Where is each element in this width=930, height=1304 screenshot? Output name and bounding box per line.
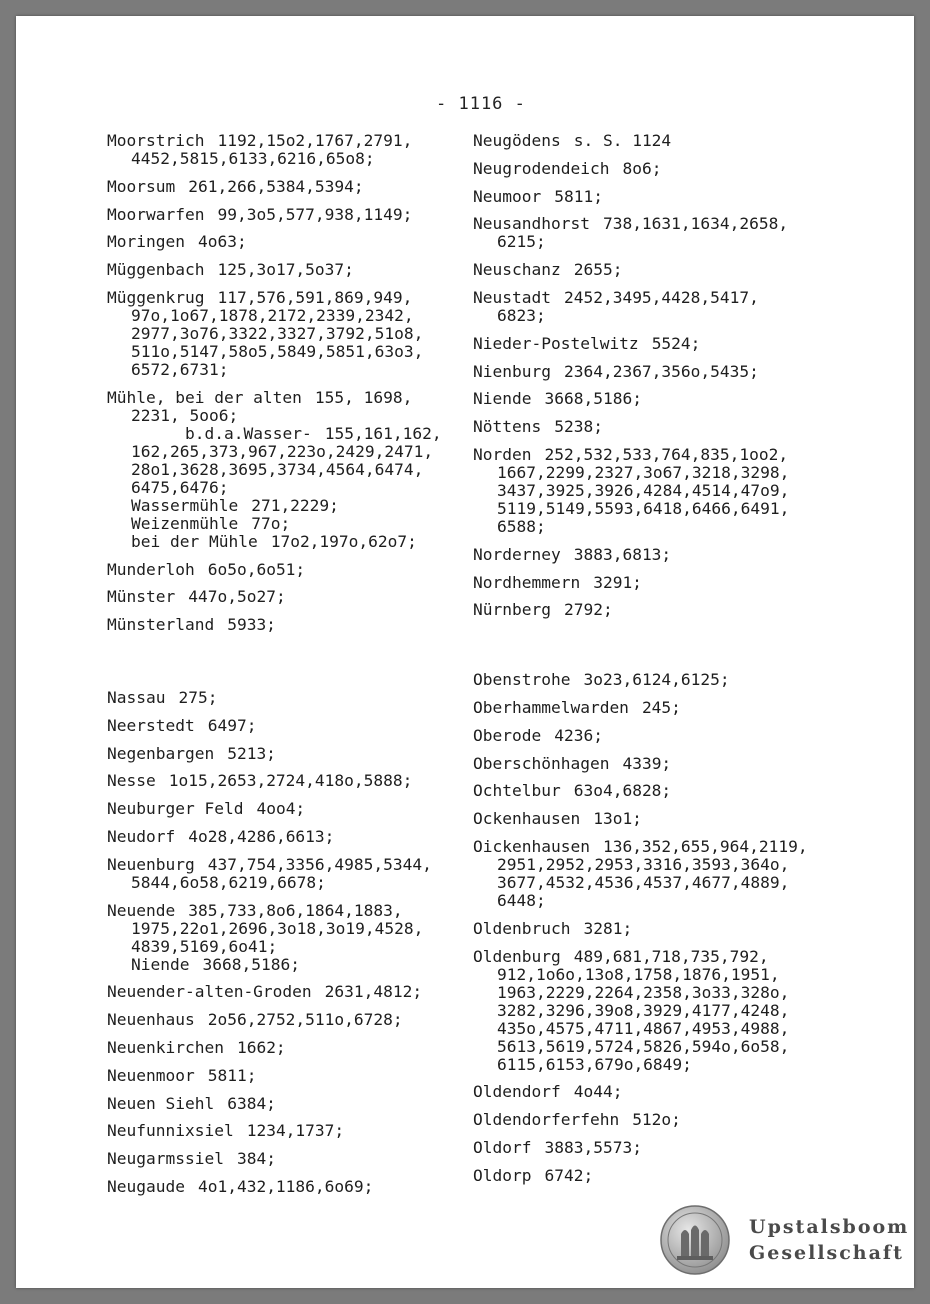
place-name: Neuburger Feld	[107, 799, 244, 819]
index-entry	[107, 1178, 479, 1196]
entry-line	[473, 261, 865, 279]
sub-entry-label: Wassermühle	[131, 495, 239, 515]
page-refs: 437,754,3356,4985,5344,	[207, 854, 432, 874]
page-refs: 384;	[236, 1149, 276, 1169]
index-entry	[473, 727, 865, 745]
place-name: Neusandhorst	[473, 214, 590, 234]
index-entry	[107, 689, 479, 707]
index-entry	[107, 1067, 479, 1085]
entry-line	[473, 335, 865, 353]
place-name: Oberschönhagen	[473, 753, 610, 773]
place-name: Obenstrohe	[473, 670, 571, 690]
index-entry	[107, 717, 479, 735]
entry-line	[107, 389, 479, 407]
place-name: Neuenburg	[107, 854, 195, 874]
entry-line	[107, 772, 479, 790]
entry-line	[107, 1150, 479, 1168]
page-refs: 1234,1737;	[246, 1121, 345, 1141]
index-entry	[107, 1122, 479, 1140]
page-refs: 97o,1o67,1878,2172,2339,2342,	[131, 305, 414, 325]
page-refs: 13o1;	[593, 809, 642, 829]
page-refs: 5811;	[554, 186, 603, 206]
page-refs: 5933;	[227, 615, 276, 635]
page-refs: 1975,22o1,2696,3o18,3o19,4528,	[131, 918, 424, 938]
place-name: Nieder-Postelwitz	[473, 333, 639, 353]
page-refs: 162,265,373,967,223o,2429,2471,	[131, 441, 434, 461]
page-refs: 2977,3o76,3322,3327,3792,51o8,	[131, 323, 424, 343]
sub-entry-label: bei der Mühle	[131, 531, 258, 551]
page-refs: 77o;	[251, 513, 291, 533]
index-entry	[107, 1150, 479, 1168]
page-refs: 2792;	[563, 600, 613, 620]
page-refs: 4oo4;	[256, 799, 306, 819]
place-name: Münster	[107, 587, 176, 607]
entry-line	[473, 574, 865, 592]
page-refs: 5613,5619,5724,5826,594o,6o58,	[497, 1036, 790, 1056]
entry-line	[473, 546, 865, 564]
page-refs: 6572,6731;	[131, 359, 229, 379]
page-refs: 99,3o5,577,938,1149;	[217, 204, 413, 224]
place-name: Nürnberg	[473, 600, 551, 620]
index-entry	[473, 188, 865, 206]
page-refs: 252,532,533,764,835,1oo2,	[544, 444, 789, 464]
entry-line	[473, 948, 865, 966]
page-refs: 1192,15o2,1767,2791,	[217, 131, 413, 150]
entry-line	[473, 755, 865, 773]
page-refs: 8o6;	[622, 158, 662, 178]
entry-line	[473, 363, 865, 381]
page-refs: 6384;	[227, 1093, 276, 1113]
place-name: Neuenhaus	[107, 1010, 195, 1030]
page-refs: 6588;	[497, 516, 546, 536]
page-refs: 5213;	[227, 743, 276, 763]
place-name: Neumoor	[473, 186, 542, 206]
entry-line	[107, 1095, 479, 1113]
entry-line	[473, 188, 865, 206]
index-entry	[473, 446, 865, 536]
page-refs: 245;	[641, 697, 681, 717]
page-refs: 2231, 5oo6;	[131, 405, 239, 425]
place-name: Niende	[473, 389, 532, 409]
place-name: Neuender-alten-Groden	[107, 982, 312, 1002]
place-name: Moringen	[107, 232, 185, 252]
page-refs: 489,681,718,735,792,	[573, 946, 769, 966]
entry-line	[107, 206, 479, 224]
page-refs: 3281;	[583, 918, 633, 938]
page-refs: 2452,3495,4428,5417,	[563, 287, 759, 307]
entry-line	[473, 1139, 865, 1157]
page-number: - 1116 -	[436, 94, 526, 114]
page-refs: 1963,2229,2264,2358,3o33,328o,	[497, 982, 790, 1002]
entry-line	[473, 1111, 865, 1129]
index-entry	[473, 1083, 865, 1101]
index-entry	[473, 546, 865, 564]
place-name: Neugödens	[473, 131, 561, 150]
page-refs: 3883,6813;	[573, 544, 672, 564]
page-refs: 3282,3296,39o8,3929,4177,4248,	[497, 1000, 790, 1020]
place-name: Oldendorferfehn	[473, 1110, 620, 1130]
page-refs: 6823;	[497, 305, 546, 325]
index-entry	[473, 574, 865, 592]
seal-icon	[659, 1204, 731, 1276]
page-refs: 4o63;	[197, 232, 247, 252]
place-name: Oldenbruch	[473, 918, 571, 938]
place-name: Moorstrich	[107, 131, 205, 150]
entry-line	[107, 616, 479, 634]
index-entry	[107, 616, 479, 634]
entry-line	[107, 689, 479, 707]
document-page	[16, 16, 914, 1288]
entry-line	[473, 699, 865, 717]
page-refs: 6475,6476;	[131, 477, 229, 497]
page-refs: 2951,2952,2953,3316,3593,364o,	[497, 854, 790, 874]
index-entry	[473, 920, 865, 938]
entry-line	[107, 856, 479, 874]
entry-line	[473, 160, 865, 178]
place-name: Neuschanz	[473, 260, 561, 280]
entry-line	[473, 418, 865, 436]
index-entry	[473, 160, 865, 178]
index-entry	[107, 1011, 479, 1029]
place-name: Neudorf	[107, 826, 176, 846]
page-refs: 511o,5147,58o5,5849,5851,63o3,	[131, 341, 424, 361]
page-refs: 6742;	[544, 1165, 594, 1185]
place-name: Nesse	[107, 771, 156, 791]
page-refs: 271,2229;	[251, 495, 339, 515]
page-refs: 2364,2367,356o,5435;	[563, 361, 759, 381]
entry-line	[473, 215, 865, 233]
index-entry	[473, 289, 865, 325]
sub-entry	[107, 533, 479, 551]
entry-line	[473, 1167, 865, 1185]
entry-line	[473, 1083, 865, 1101]
page-refs: 3o23,6124,6125;	[583, 670, 730, 690]
index-entry	[107, 261, 479, 279]
page-refs: 3291;	[593, 572, 642, 592]
index-entry	[107, 289, 479, 379]
page-refs: 6497;	[207, 715, 257, 735]
entry-line	[473, 727, 865, 745]
index-entry	[107, 772, 479, 790]
page-refs: 5524;	[651, 333, 701, 353]
place-name: Moorwarfen	[107, 204, 205, 224]
entry-line	[107, 983, 479, 1001]
page-refs: 4452,5815,6133,6216,65o8;	[131, 149, 375, 168]
page-refs: 1o15,2653,2724,418o,5888;	[168, 771, 413, 791]
page-refs: 6115,6153,679o,6849;	[497, 1054, 692, 1074]
page-refs: 4339;	[622, 753, 672, 773]
index-entry	[107, 983, 479, 1001]
page-refs: 5844,6o58,6219,6678;	[131, 872, 326, 892]
place-name: Oickenhausen	[473, 836, 590, 856]
entry-line	[107, 1122, 479, 1140]
place-name: Nienburg	[473, 361, 551, 381]
entry-line	[107, 233, 479, 251]
sub-entry	[107, 497, 479, 515]
place-name: Oldenburg	[473, 946, 561, 966]
page-refs: 6215;	[497, 232, 546, 252]
place-name: Nassau	[107, 687, 166, 707]
index-entry	[473, 699, 865, 717]
entry-line	[473, 446, 865, 464]
place-name: Oldorf	[473, 1137, 532, 1157]
place-name: Mühle, bei der alten	[107, 387, 302, 407]
index-entry	[107, 902, 479, 974]
page-refs: 136,352,655,964,2119,	[602, 836, 808, 856]
index-entry	[473, 671, 865, 689]
index-entry	[473, 390, 865, 408]
entry-line	[473, 132, 865, 150]
index-entry	[107, 588, 479, 606]
index-entry	[473, 755, 865, 773]
place-name: Oldendorf	[473, 1082, 561, 1102]
page-refs: 3437,3925,3926,4284,4514,47o9,	[497, 480, 790, 500]
society-logo	[657, 1204, 909, 1282]
page-refs: 3883,5573;	[544, 1137, 642, 1157]
place-name: Neuenmoor	[107, 1065, 195, 1085]
sub-entry-label: b.d.a.Wasser-	[185, 423, 312, 443]
place-name: Nordhemmern	[473, 572, 581, 592]
place-name: Müggenbach	[107, 260, 205, 280]
entry-line	[107, 745, 479, 763]
entry-line	[107, 289, 479, 307]
index-entry	[473, 1111, 865, 1129]
place-name: Moorsum	[107, 176, 176, 196]
entry-line	[107, 561, 479, 579]
page-refs: 4236;	[554, 725, 603, 745]
logo-line-1: Upstalsboom	[749, 1216, 910, 1238]
place-name: Neustadt	[473, 287, 551, 307]
page-refs: 4o28,4286,6613;	[188, 826, 335, 846]
entry-line	[107, 902, 479, 920]
entry-line	[473, 920, 865, 938]
place-name: Oldorp	[473, 1165, 532, 1185]
page-refs: 155,161,162,	[324, 423, 442, 443]
page-refs: 28o1,3628,3695,3734,4564,6474,	[131, 459, 424, 479]
page-refs: 5238;	[554, 417, 603, 437]
entry-line	[107, 800, 479, 818]
index-entry	[473, 215, 865, 251]
page-refs: 275;	[178, 687, 218, 707]
entry-line	[473, 838, 865, 856]
place-name: Müggenkrug	[107, 287, 205, 307]
section-gap	[107, 644, 479, 689]
sub-entry	[107, 956, 479, 974]
page-refs: 63o4,6828;	[573, 781, 672, 801]
entry-line	[107, 717, 479, 735]
page-refs: 912,1o6o,13o8,1758,1876,1951,	[497, 964, 780, 984]
place-name: Neerstedt	[107, 715, 195, 735]
page-refs: 6448;	[497, 890, 546, 910]
logo-line-2: Gesellschaft	[749, 1242, 904, 1264]
entry-line	[473, 810, 865, 828]
place-name: Nöttens	[473, 417, 542, 437]
entry-line	[473, 390, 865, 408]
page-refs: 512o;	[632, 1110, 681, 1130]
page-refs: 6o5o,6o51;	[207, 559, 306, 579]
sub-entry-label: Niende	[131, 954, 190, 974]
page-refs: 2655;	[573, 260, 623, 280]
place-name: Neufunnixsiel	[107, 1121, 234, 1141]
index-entry	[473, 335, 865, 353]
index-entry	[473, 948, 865, 1074]
page-refs: 17o2,197o,62o7;	[270, 531, 417, 551]
index-entry	[473, 601, 865, 619]
entry-line	[107, 261, 479, 279]
place-name: Munderloh	[107, 559, 195, 579]
index-entry	[473, 363, 865, 381]
page-refs: 117,576,591,869,949,	[217, 287, 413, 307]
page-refs: 1662;	[236, 1037, 286, 1057]
index-entry	[473, 1167, 865, 1185]
place-name: Neuende	[107, 900, 176, 920]
place-name: Negenbargen	[107, 743, 215, 763]
page-refs: 738,1631,1634,2658,	[602, 214, 789, 234]
entry-line	[473, 289, 865, 307]
place-name: Neugrodendeich	[473, 158, 610, 178]
page-refs: 5119,5149,5593,6418,6466,6491,	[497, 498, 790, 518]
section-gap	[473, 629, 865, 671]
page-refs: 155, 1698,	[314, 387, 413, 407]
sub-entry	[107, 515, 479, 533]
place-name: Münsterland	[107, 615, 215, 635]
sub-entry	[107, 425, 479, 443]
entry-line	[107, 1011, 479, 1029]
page-refs: 4o1,432,1186,6o69;	[197, 1176, 374, 1196]
entry-line	[107, 1178, 479, 1196]
place-name: Norderney	[473, 544, 561, 564]
index-entry	[107, 233, 479, 251]
entry-line	[473, 782, 865, 800]
entry-line	[473, 601, 865, 619]
page-refs: 1667,2299,2327,3o67,3218,3298,	[497, 462, 790, 482]
index-column-right	[473, 132, 865, 1195]
place-name: Neuenkirchen	[107, 1037, 224, 1057]
place-name: Ockenhausen	[473, 809, 581, 829]
page-refs: 261,266,5384,5394;	[188, 176, 364, 196]
entry-line	[473, 671, 865, 689]
entry-line	[107, 1067, 479, 1085]
index-entry	[107, 856, 479, 892]
page-refs: 3677,4532,4536,4537,4677,4889,	[497, 872, 790, 892]
entry-line	[107, 828, 479, 846]
index-entry	[107, 178, 479, 196]
place-name: Oberhammelwarden	[473, 697, 629, 717]
index-entry	[107, 206, 479, 224]
entry-line	[107, 178, 479, 196]
index-entry	[473, 132, 865, 150]
index-entry	[107, 389, 479, 551]
entry-line	[107, 588, 479, 606]
entry-line	[107, 1039, 479, 1057]
index-entry	[473, 1139, 865, 1157]
place-name: Norden	[473, 444, 532, 464]
page-refs: 5811;	[207, 1065, 257, 1085]
index-entry	[473, 810, 865, 828]
page-refs: 4839,5169,6o41;	[131, 936, 278, 956]
place-name: Ochtelbur	[473, 781, 561, 801]
entry-line	[107, 132, 479, 150]
page-refs: 4o44;	[573, 1082, 623, 1102]
page-refs: s. S. 1124	[573, 131, 672, 150]
index-entry	[107, 1095, 479, 1113]
place-name: Neugarmssiel	[107, 1149, 224, 1169]
place-name: Neuen Siehl	[107, 1093, 215, 1113]
index-entry	[107, 745, 479, 763]
index-entry	[107, 800, 479, 818]
page-refs: 2o56,2752,511o,6728;	[207, 1010, 403, 1030]
index-entry	[473, 838, 865, 910]
index-entry	[473, 418, 865, 436]
page-refs: 447o,5o27;	[188, 587, 286, 607]
page-refs: 435o,4575,4711,4867,4953,4988,	[497, 1018, 790, 1038]
place-name: Neugaude	[107, 1176, 185, 1196]
index-entry	[107, 561, 479, 579]
sub-entry-label: Weizenmühle	[131, 513, 239, 533]
index-entry	[107, 132, 479, 168]
page-refs: 3668,5186;	[544, 389, 642, 409]
page-refs: 385,733,8o6,1864,1883,	[188, 900, 403, 920]
index-entry	[473, 261, 865, 279]
index-entry	[107, 828, 479, 846]
page-refs: 2631,4812;	[324, 982, 423, 1002]
page-refs: 3668,5186;	[202, 954, 300, 974]
index-entry	[107, 1039, 479, 1057]
place-name: Oberode	[473, 725, 542, 745]
index-entry	[473, 782, 865, 800]
index-column-left	[107, 132, 479, 1206]
page-refs: 125,3o17,5o37;	[217, 260, 354, 280]
